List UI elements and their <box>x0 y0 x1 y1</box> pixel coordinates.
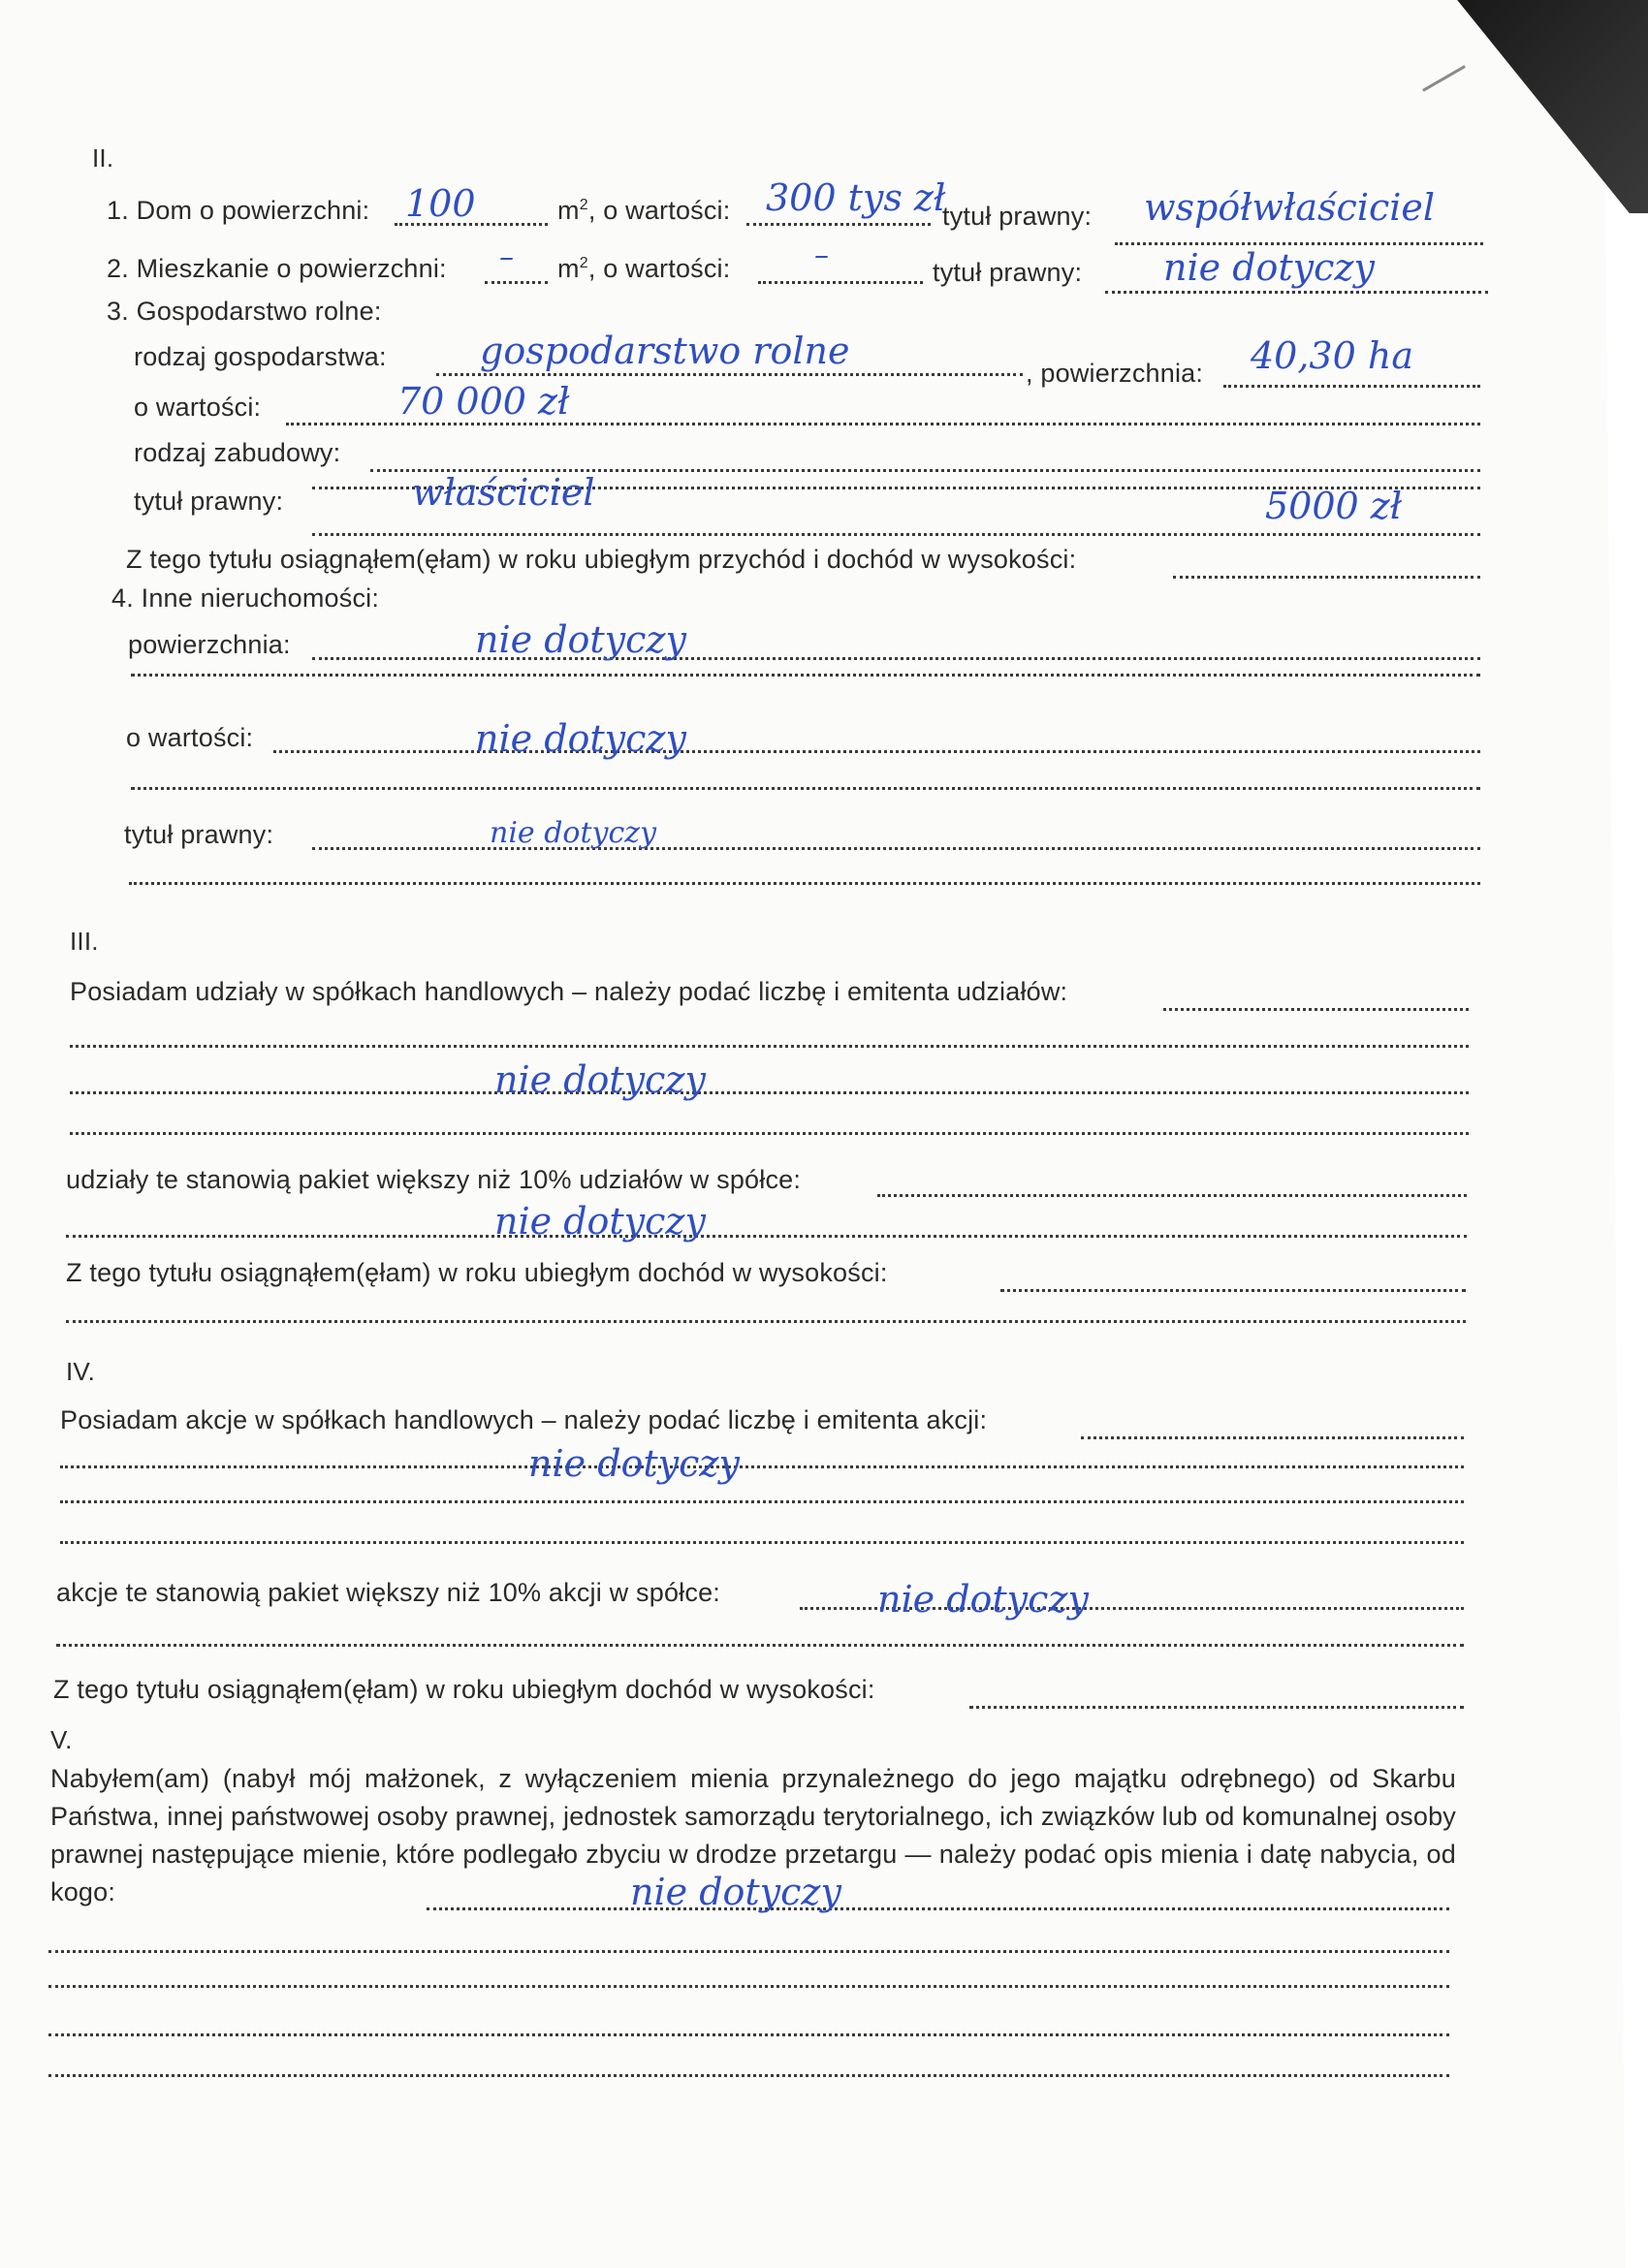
farm-title-value: właściciel <box>412 471 595 514</box>
house-title-label: tytuł prawny: <box>942 202 1093 231</box>
farm-type-value: gospodarstwo rolne <box>480 330 850 372</box>
stocks-field[interactable] <box>1081 1436 1464 1439</box>
apartment-area-field[interactable] <box>485 281 548 284</box>
apartment-value-value: – <box>814 238 829 272</box>
other-title-value: nie dotyczy <box>490 816 657 850</box>
stocks-packet-value: nie dotyczy <box>877 1578 1089 1621</box>
section-heading-iii: III. <box>70 927 99 956</box>
other-title-field[interactable] <box>312 847 1480 850</box>
farm-area-label: , powierzchnia: <box>1026 359 1204 388</box>
house-m2-unit: $m^2$, o wartości: <box>557 196 731 225</box>
other-value-field-2[interactable] <box>131 787 1480 790</box>
stocks-label: Posiadam akcje w spółkach handlowych – należy podać liczbę i emitenta akcji: <box>60 1405 988 1434</box>
apartment-value-field[interactable] <box>758 281 923 284</box>
shares-label: Posiadam udziały w spółkach handlowych – należy podać liczbę i emitenta udziałów: <box>70 977 1068 1006</box>
shares-value: nie dotyczy <box>494 1058 706 1101</box>
shares-packet-field-2[interactable] <box>66 1235 1467 1238</box>
other-property-label: 4. Inne nieruchomości: <box>111 583 380 613</box>
farm-area-value: 40,30 ha <box>1251 334 1413 377</box>
acquired-property-value: nie dotyczy <box>630 1871 841 1913</box>
farm-title-field-2[interactable] <box>312 533 1480 536</box>
stocks-field-3[interactable] <box>60 1500 1464 1503</box>
house-value-field[interactable] <box>746 223 931 226</box>
other-value-value: nie dotyczy <box>475 717 686 760</box>
farm-type-field[interactable] <box>436 373 1023 376</box>
other-area-value: nie dotyczy <box>475 618 686 661</box>
apartment-m2-unit: $m^2$, o wartości: <box>557 254 731 283</box>
shares-field-3[interactable] <box>70 1091 1469 1094</box>
scan-shadow <box>1415 0 1648 213</box>
house-title-value: współwłaściciel <box>1144 186 1436 229</box>
house-area-label: 1. Dom o powierzchni: <box>107 196 370 225</box>
acquired-property-text: Nabyłem(am) (nabył mój małżonek, z wyłączeniem mienia przynależnego do jego majątku odrębnego) od Skarbu Państwa, innej państwowej osoby prawnej, jednostek samorządu terytorialnego, ich związków lub od komunalnej osoby prawnej następujące mienie, które podlegało zbyciu w drodze przetargu — należy podać opis mienia i datę nabycia, od kogo: <box>50 1764 1456 1906</box>
shares-field[interactable] <box>1163 1008 1469 1011</box>
farm-value-value: 70 000 zł <box>397 380 570 423</box>
shares-income-field[interactable] <box>1000 1289 1466 1292</box>
acquired-property-field-2[interactable] <box>48 1950 1449 1953</box>
farm-area-field[interactable] <box>1223 385 1480 388</box>
shares-income-field-2[interactable] <box>66 1320 1466 1323</box>
shares-packet-label: udziały te stanowią pakiet większy niż 10% udziałów w spółce: <box>66 1165 802 1194</box>
section-heading-v: V. <box>50 1725 73 1754</box>
shares-packet-value: nie dotyczy <box>494 1200 706 1243</box>
acquired-property-field-3[interactable] <box>48 1985 1449 1988</box>
farm-value-label: o wartości: <box>134 393 262 422</box>
other-title-label: tytuł prawny: <box>124 820 274 849</box>
apartment-title-field[interactable] <box>1105 291 1488 294</box>
farm-title-label: tytuł prawny: <box>134 487 284 516</box>
house-title-field[interactable] <box>1115 242 1483 245</box>
other-value-label: o wartości: <box>126 723 254 752</box>
apartment-title-value: nie dotyczy <box>1163 246 1375 289</box>
acquired-property-field-4[interactable] <box>48 2033 1449 2036</box>
farm-income-label: Z tego tytułu osiągnąłem(ęłam) w roku ubiegłym przychód i dochód w wysokości: <box>126 545 1077 574</box>
other-title-field-2[interactable] <box>129 882 1480 885</box>
shares-packet-field[interactable] <box>877 1194 1467 1197</box>
house-area-value: 100 <box>405 182 476 225</box>
other-area-label: powierzchnia: <box>128 630 291 659</box>
other-area-field-2[interactable] <box>131 674 1480 677</box>
stocks-packet-label: akcje te stanowią pakiet większy niż 10% akcji w spółce: <box>56 1578 721 1607</box>
farm-label: 3. Gospodarstwo rolne: <box>107 297 382 326</box>
stocks-income-label: Z tego tytułu osiągnąłem(ęłam) w roku ubiegłym dochód w wysokości: <box>53 1675 875 1704</box>
shares-field-2[interactable] <box>70 1045 1469 1048</box>
section-heading-ii: II. <box>92 143 114 173</box>
apartment-area-label: 2. Mieszkanie o powierzchni: <box>107 254 447 283</box>
farm-income-value: 5000 zł <box>1265 485 1403 527</box>
house-value-value: 300 tys zł <box>766 176 946 219</box>
other-value-field[interactable] <box>273 750 1480 753</box>
farm-income-field[interactable] <box>1173 576 1480 579</box>
section-heading-iv: IV. <box>66 1357 96 1386</box>
shares-income-label: Z tego tytułu osiągnąłem(ęłam) w roku ubiegłym dochód w wysokości: <box>66 1258 888 1287</box>
farm-building-label: rodzaj zabudowy: <box>134 438 341 467</box>
stocks-packet-field-2[interactable] <box>56 1644 1464 1647</box>
stocks-value: nie dotyczy <box>528 1442 740 1485</box>
apartment-area-value: – <box>499 240 514 274</box>
acquired-property-field-5[interactable] <box>48 2074 1449 2077</box>
shares-field-4[interactable] <box>70 1132 1469 1135</box>
farm-value-field[interactable] <box>286 423 1480 425</box>
stocks-field-2[interactable] <box>60 1465 1464 1468</box>
apartment-title-label: tytuł prawny: <box>933 258 1083 287</box>
staple-mark <box>1422 65 1476 110</box>
farm-type-label: rodzaj gospodarstwa: <box>134 342 387 371</box>
stocks-field-4[interactable] <box>60 1541 1464 1544</box>
acquired-property-field[interactable] <box>427 1907 1449 1910</box>
stocks-income-field[interactable] <box>969 1706 1464 1709</box>
